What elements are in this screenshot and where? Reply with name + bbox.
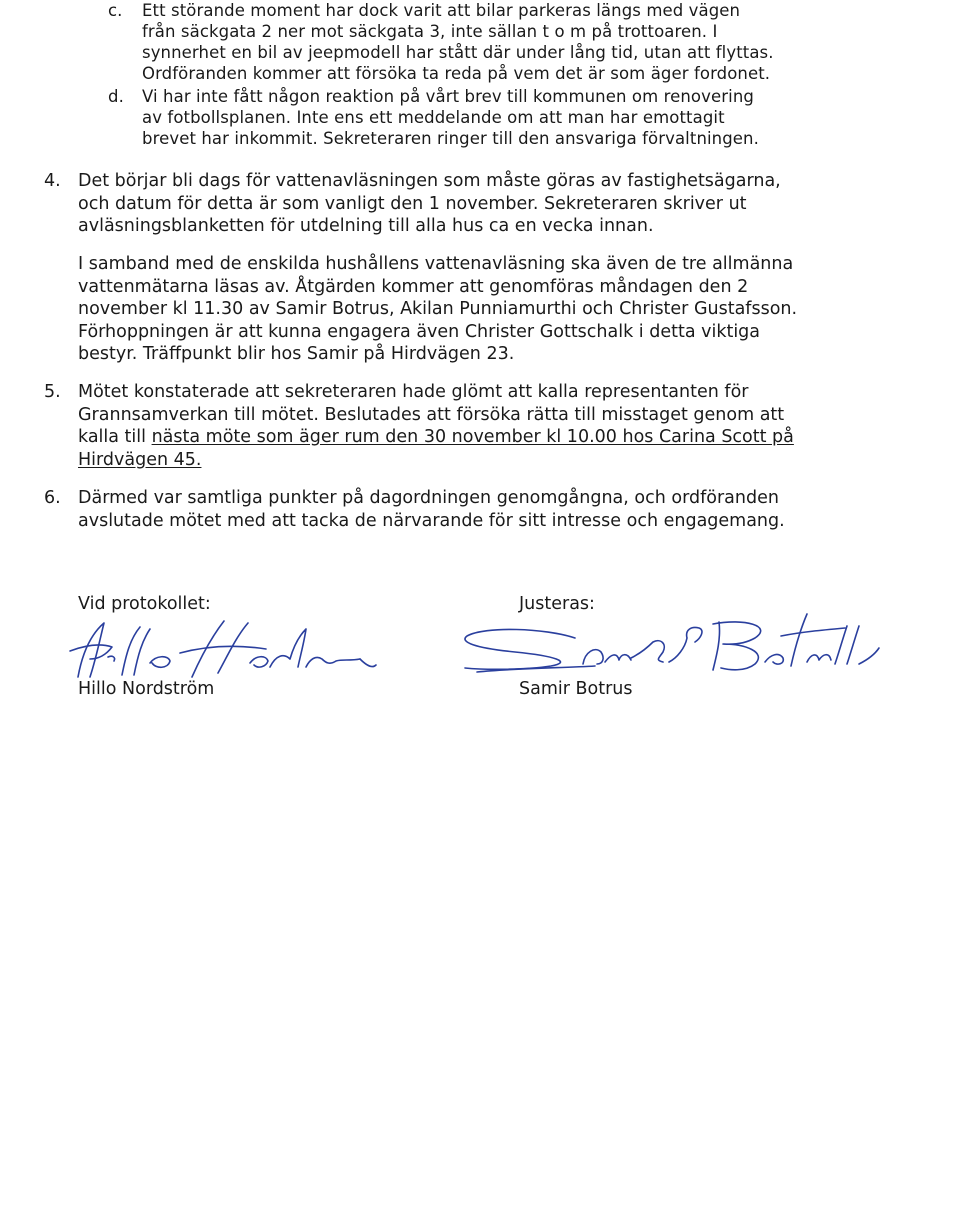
text-line (78, 449, 794, 472)
item-marker: 6. (44, 488, 61, 508)
left-signature-label: Vid protokollet: (78, 594, 211, 614)
item-text (78, 381, 794, 471)
text-line: Ett störande moment har dock varit att bilar parkeras längs med vägen (142, 1, 741, 20)
text-line: brevet har inkommit. Sekreteraren ringer till den ansvariga förvaltningen. (142, 129, 759, 148)
text-line: november kl 11.30 av Samir Botrus, Akilan Punniamurthi och Christer Gustafsson. (78, 299, 798, 319)
underlined-meeting-info: nästa möte som äger rum den 30 november kl 10.00 hos Carina Scott på (151, 427, 794, 447)
list-item-c (108, 0, 774, 84)
text-segment: kalla till (78, 427, 152, 447)
text-line: Det börjar bli dags för vattenavläsningen som måste göras av fastighetsägarna, (78, 171, 781, 191)
item-marker: 4. (44, 171, 61, 191)
text-line: Mötet konstaterade att sekreteraren hade glömt att kalla representanten för (78, 382, 749, 402)
text-line: Vi har inte fått någon reaktion på vårt brev till kommunen om renovering (142, 87, 754, 106)
text-line: från säckgata 2 ner mot säckgata 3, inte sällan t o m på trottoaren. I (142, 22, 718, 41)
item-marker: c. (108, 1, 123, 20)
item-marker: d. (108, 87, 124, 106)
item-text (142, 86, 759, 149)
text-line: Ordföranden kommer att försöka ta reda på vem det är som äger fordonet. (142, 64, 771, 83)
text-line: synnerhet en bil av jeepmodell har stått där under lång tid, utan att flyttas. (142, 43, 774, 62)
item-marker: 5. (44, 382, 61, 402)
text-line: bestyr. Träffpunkt blir hos Samir på Hirdvägen 23. (78, 344, 515, 364)
item-text (142, 0, 774, 84)
text-line: vattenmätarna läsas av. Åtgärden kommer att genomföras måndagen den 2 (78, 276, 749, 297)
text-line: av fotbollsplanen. Inte ens ett meddelande om att man har emottagit (142, 108, 725, 127)
text-line: Förhoppningen är att kunna engagera även Christer Gottschalk i detta viktiga (78, 321, 761, 342)
item-text (78, 487, 785, 532)
right-signatory-name: Samir Botrus (519, 679, 633, 699)
text-line: Grannsamverkan till mötet. Beslutades att försöka rätta till misstaget genom att (78, 404, 785, 425)
text-line: avslutade mötet med att tacka de närvarande för sitt intresse och engagemang. (78, 510, 785, 531)
text-line: avläsningsblanketten för utdelning till alla hus ca en vecka innan. (78, 216, 654, 236)
list-item-5 (44, 381, 794, 471)
underlined-meeting-address: Hirdvägen 45. (78, 449, 202, 470)
left-signatory-name: Hillo Nordström (78, 679, 215, 699)
right-signature-label: Justeras: (519, 594, 595, 614)
text-line (78, 426, 794, 449)
left-handwritten-signature (60, 615, 380, 685)
text-line: I samband med de enskilda hushållens vattenavläsning ska även de tre allmänna (78, 254, 794, 274)
item-text (78, 170, 781, 238)
item-4-paragraph-2 (78, 253, 797, 366)
text-line: och datum för detta är som vanligt den 1 november. Sekreteraren skriver ut (78, 193, 747, 214)
list-item-d (108, 86, 759, 149)
text-line: Därmed var samtliga punkter på dagordningen genomgångna, och ordföranden (78, 488, 779, 508)
list-item-6 (44, 487, 785, 532)
right-handwritten-signature (455, 608, 885, 683)
list-item-4 (44, 170, 781, 238)
